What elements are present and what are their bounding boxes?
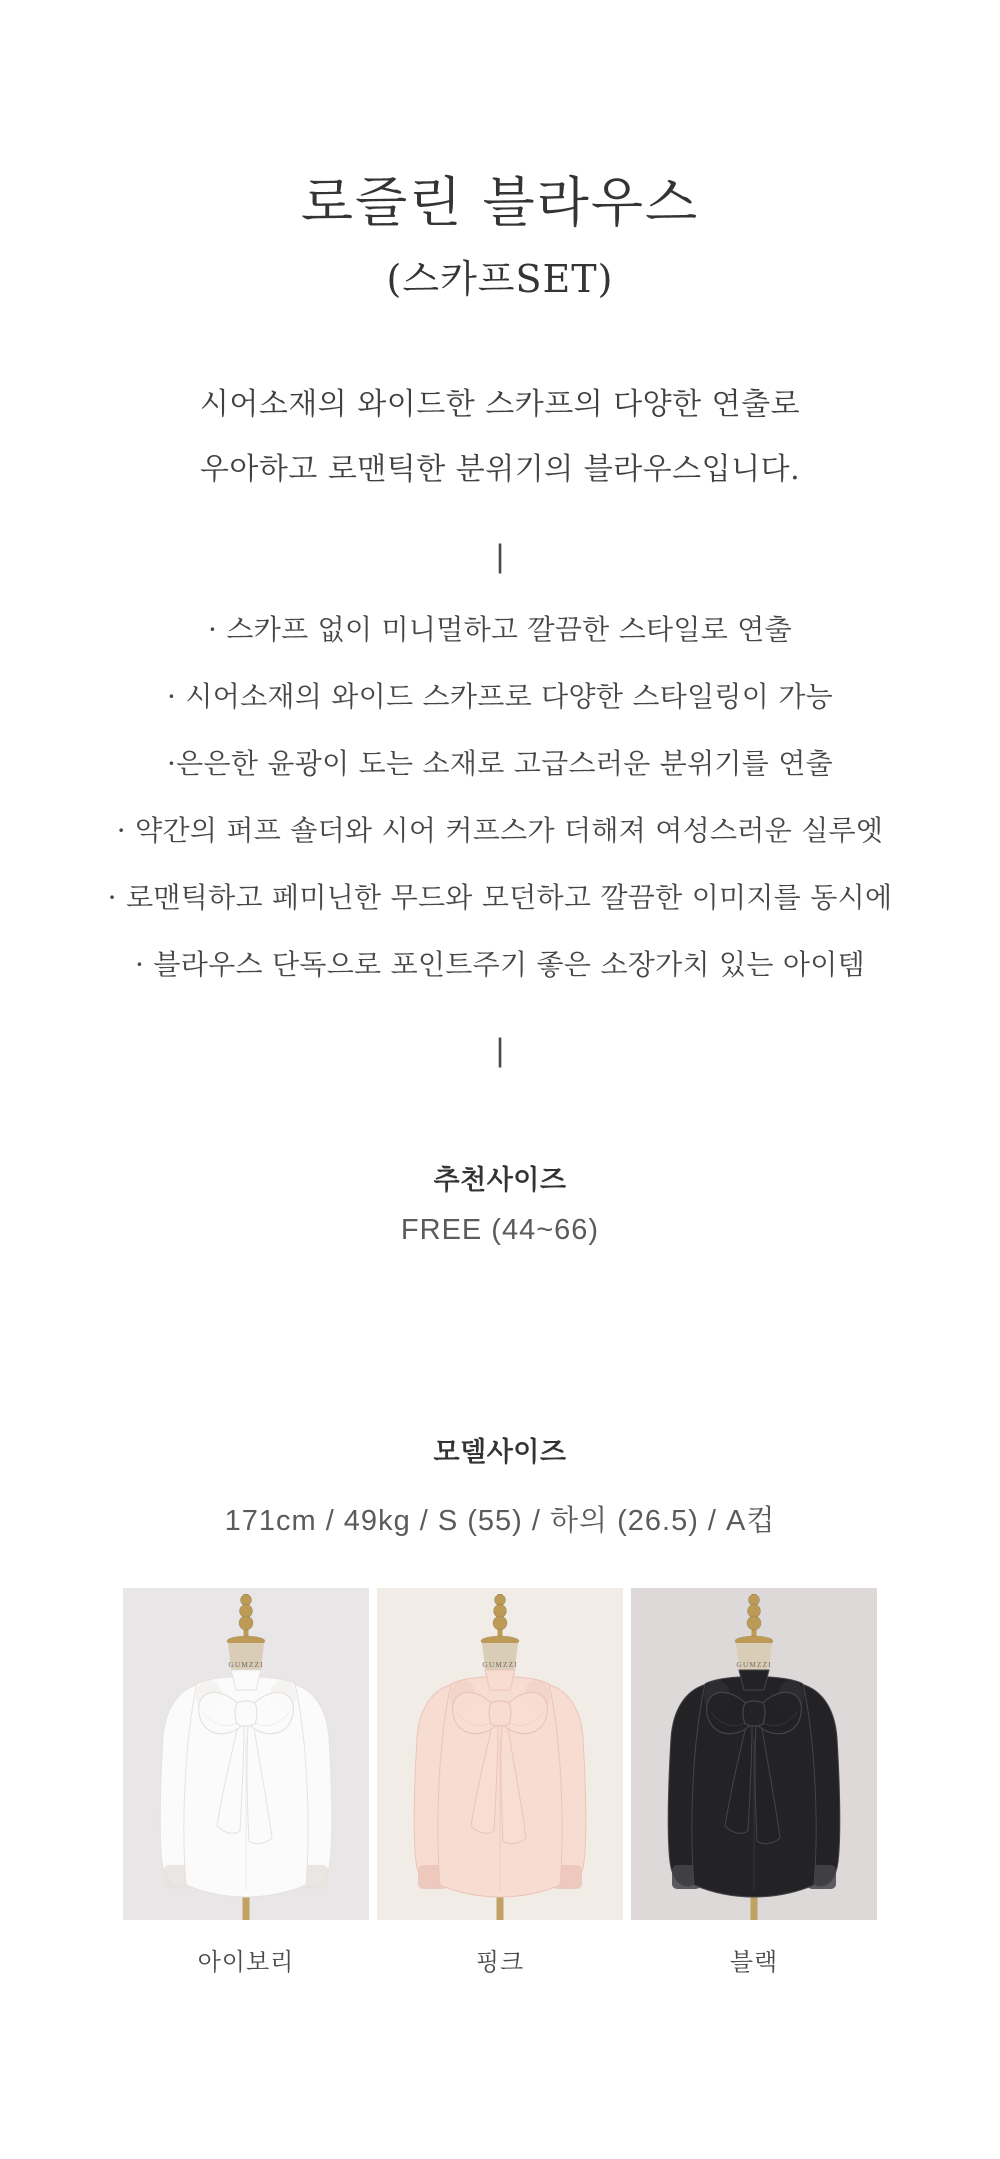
description-line: 우아하고 로맨틱한 분위기의 블라우스입니다. [199, 452, 801, 487]
feature-item: · 로맨틱하고 페미닌한 무드와 모던하고 깔끔한 이미지를 동시에 [107, 881, 893, 914]
product-photo-pink [377, 1588, 623, 1920]
page-title: 로즐린 블라우스 [300, 171, 700, 234]
model-size-value: 171cm / 49kg / S (55) / 하의 (26.5) / A컵 [224, 1505, 776, 1537]
feature-item: · 블라우스 단독으로 포인트주기 좋은 소장가치 있는 아이템 [135, 948, 865, 981]
product-photo-ivory [123, 1588, 369, 1920]
section-divider: | [495, 1032, 505, 1068]
feature-item: · 스카프 없이 미니멀하고 깔끔한 스타일로 연출 [207, 613, 793, 646]
feature-item: ·은은한 윤광이 도는 소재로 고급스러운 분위기를 연출 [166, 747, 834, 780]
color-label: 핑크 [475, 1949, 525, 1976]
color-label: 아이보리 [197, 1949, 295, 1976]
color-label: 블랙 [729, 1949, 779, 1976]
color-swatch-black [631, 1588, 877, 1977]
product-description [0, 372, 1000, 502]
page-subtitle: (스카프SET) [386, 257, 614, 301]
feature-list [0, 596, 1000, 998]
recommended-size-heading: 추천사이즈 [433, 1165, 567, 1195]
product-photo-black [631, 1588, 877, 1920]
color-swatch-pink [377, 1588, 623, 1977]
description-line: 시어소재의 와이드한 스카프의 다양한 연출로 [199, 387, 801, 422]
model-size-heading: 모델사이즈 [433, 1437, 567, 1467]
color-swatch-row [123, 1588, 877, 1977]
feature-item: · 약간의 퍼프 숄더와 시어 커프스가 더해져 여성스러운 실루엣 [116, 814, 884, 847]
color-swatch-ivory [123, 1588, 369, 1977]
section-divider: | [495, 538, 505, 574]
recommended-size-value: FREE (44~66) [400, 1214, 600, 1246]
feature-item: · 시어소재의 와이드 스카프로 다양한 스타일링이 가능 [166, 680, 834, 713]
